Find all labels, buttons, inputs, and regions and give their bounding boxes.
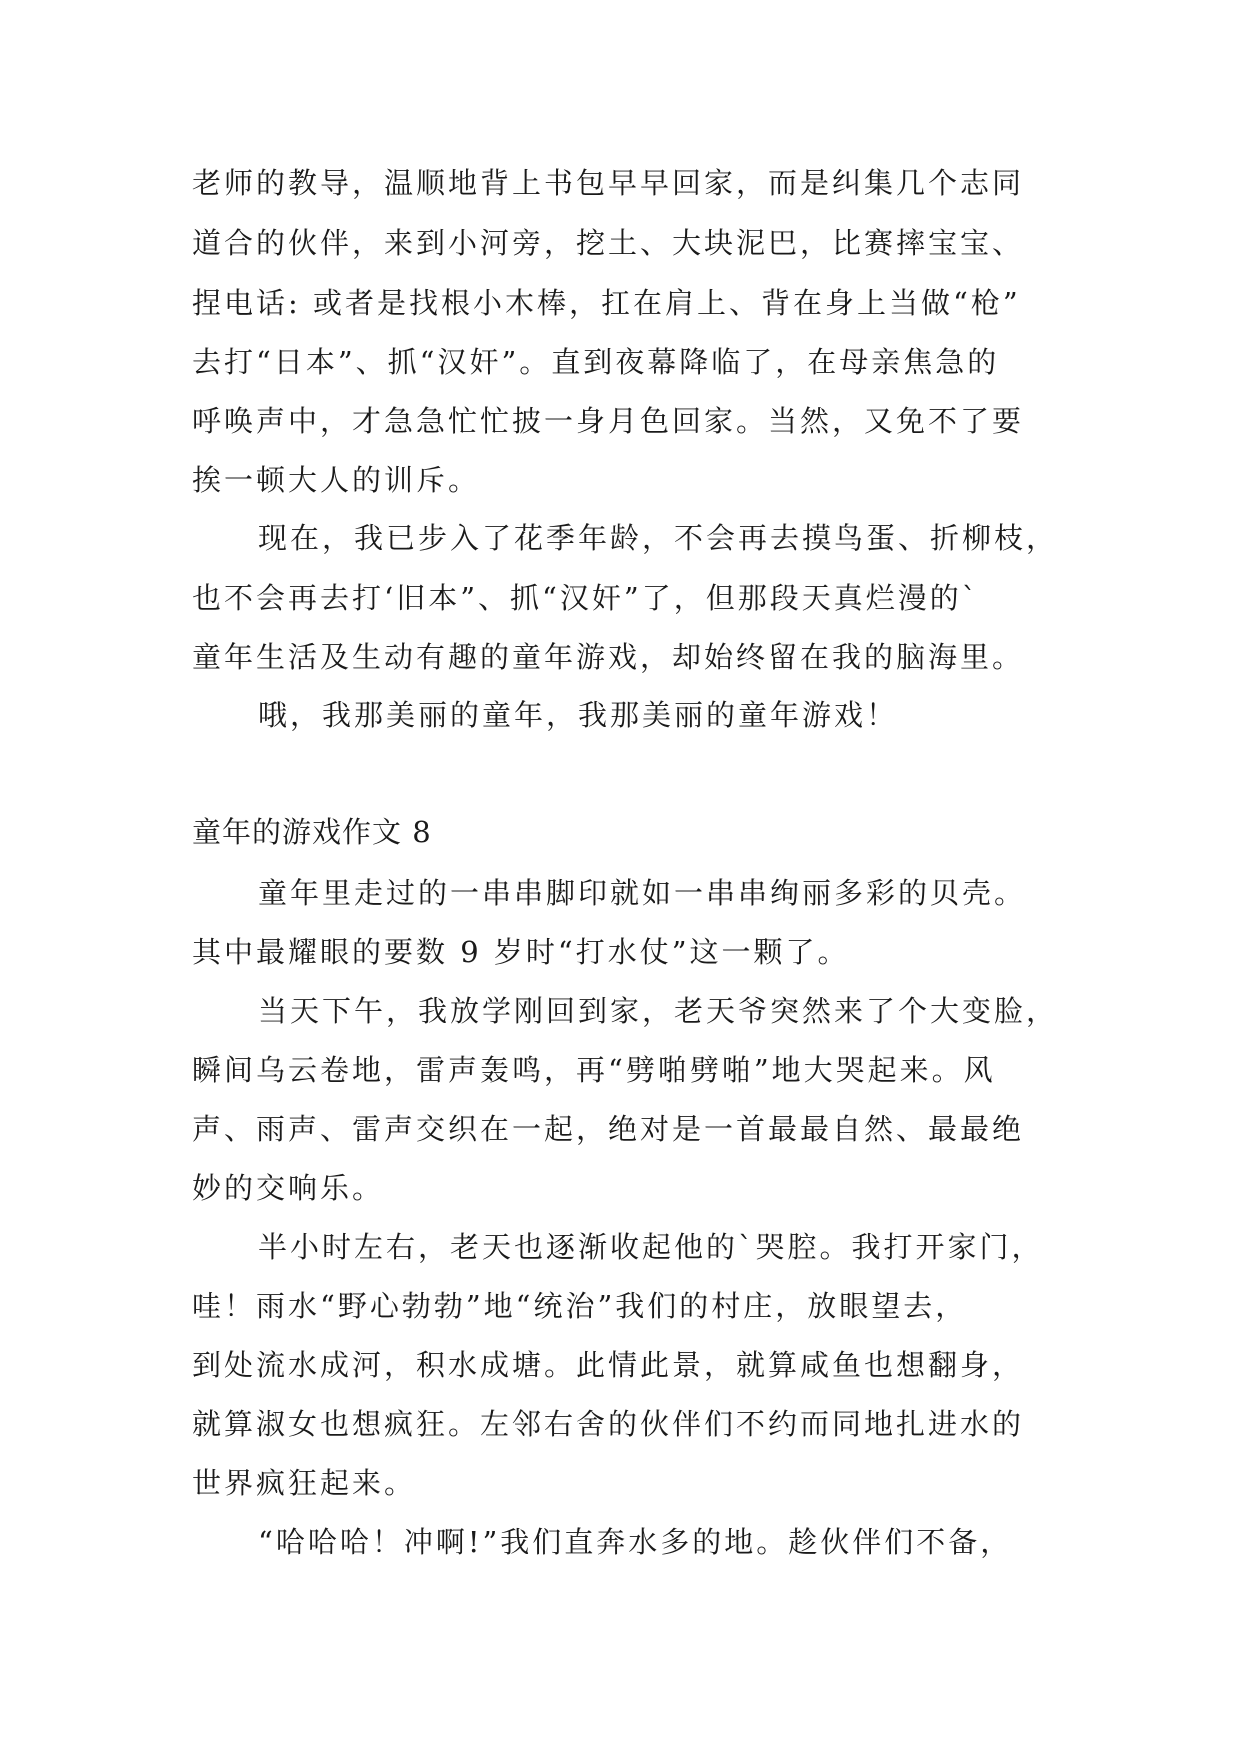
section-heading: 童年的游戏作文 8 [192, 815, 432, 849]
paragraph-start-line: 当天下午，我放学刚回到家，老天爷突然来了个大变脸， [258, 994, 1059, 1028]
paragraph-start-line: 哦，我那美丽的童年，我那美丽的童年游戏！ [258, 698, 899, 732]
text-line: 捏电话: 或者是找根小木棒，扛在肩上、背在身上当做“枪” [192, 286, 1021, 320]
text-line: 到处流水成河，积水成塘。此情此景，就算咸鱼也想翻身， [192, 1348, 1025, 1382]
paragraph-start-line: 童年里走过的一串串脚印就如一串串绚丽多彩的贝壳。 [258, 876, 1027, 910]
text-line: 呼唤声中，才急急忙忙披一身月色回家。当然，又免不了要 [192, 404, 1025, 438]
text-line: 老师的教导，温顺地背上书包早早回家，而是纠集几个志同 [192, 166, 1025, 200]
text-line: 其中最耀眼的要数 9 岁时“打水仗”这一颗了。 [192, 935, 850, 969]
paragraph-start-line: 现在，我已步入了花季年龄，不会再去摸鸟蛋、折柳枝， [258, 521, 1059, 555]
text-line: 就算淑女也想疯狂。左邻右舍的伙伴们不约而同地扎进水的 [192, 1407, 1025, 1441]
paragraph-start-line: “哈哈哈！冲啊!”我们直奔水多的地。趁伙伴们不备， [258, 1525, 1013, 1559]
text-line: 瞬间乌云卷地，雷声轰鸣，再“劈啪劈啪”地大哭起来。风 [192, 1053, 996, 1087]
text-line: 妙的交响乐。 [192, 1171, 385, 1205]
text-line: 也不会再去打‘旧本”、抓“汉奸”了，但那段天真烂漫的` [192, 581, 980, 615]
text-line: 哇！雨水“野心勃勃”地“统治”我们的村庄，放眼望去， [192, 1289, 968, 1323]
text-line: 世界疯狂起来。 [192, 1466, 417, 1500]
text-line: 童年生活及生动有趣的童年游戏，却始终留在我的脑海里。 [192, 640, 1025, 674]
text-line: 道合的伙伴，来到小河旁，挖土、大块泥巴，比赛摔宝宝、 [192, 226, 1025, 260]
text-line: 声、雨声、雷声交织在一起，绝对是一首最最自然、最最绝 [192, 1112, 1025, 1146]
text-line: 去打“日本”、抓“汉奸”。直到夜幕降临了，在母亲焦急的 [192, 345, 1000, 379]
text-line: 挨一顿大人的训斥。 [192, 463, 481, 497]
paragraph-start-line: 半小时左右，老天也逐渐收起他的`哭腔。我打开家门， [258, 1230, 1044, 1264]
